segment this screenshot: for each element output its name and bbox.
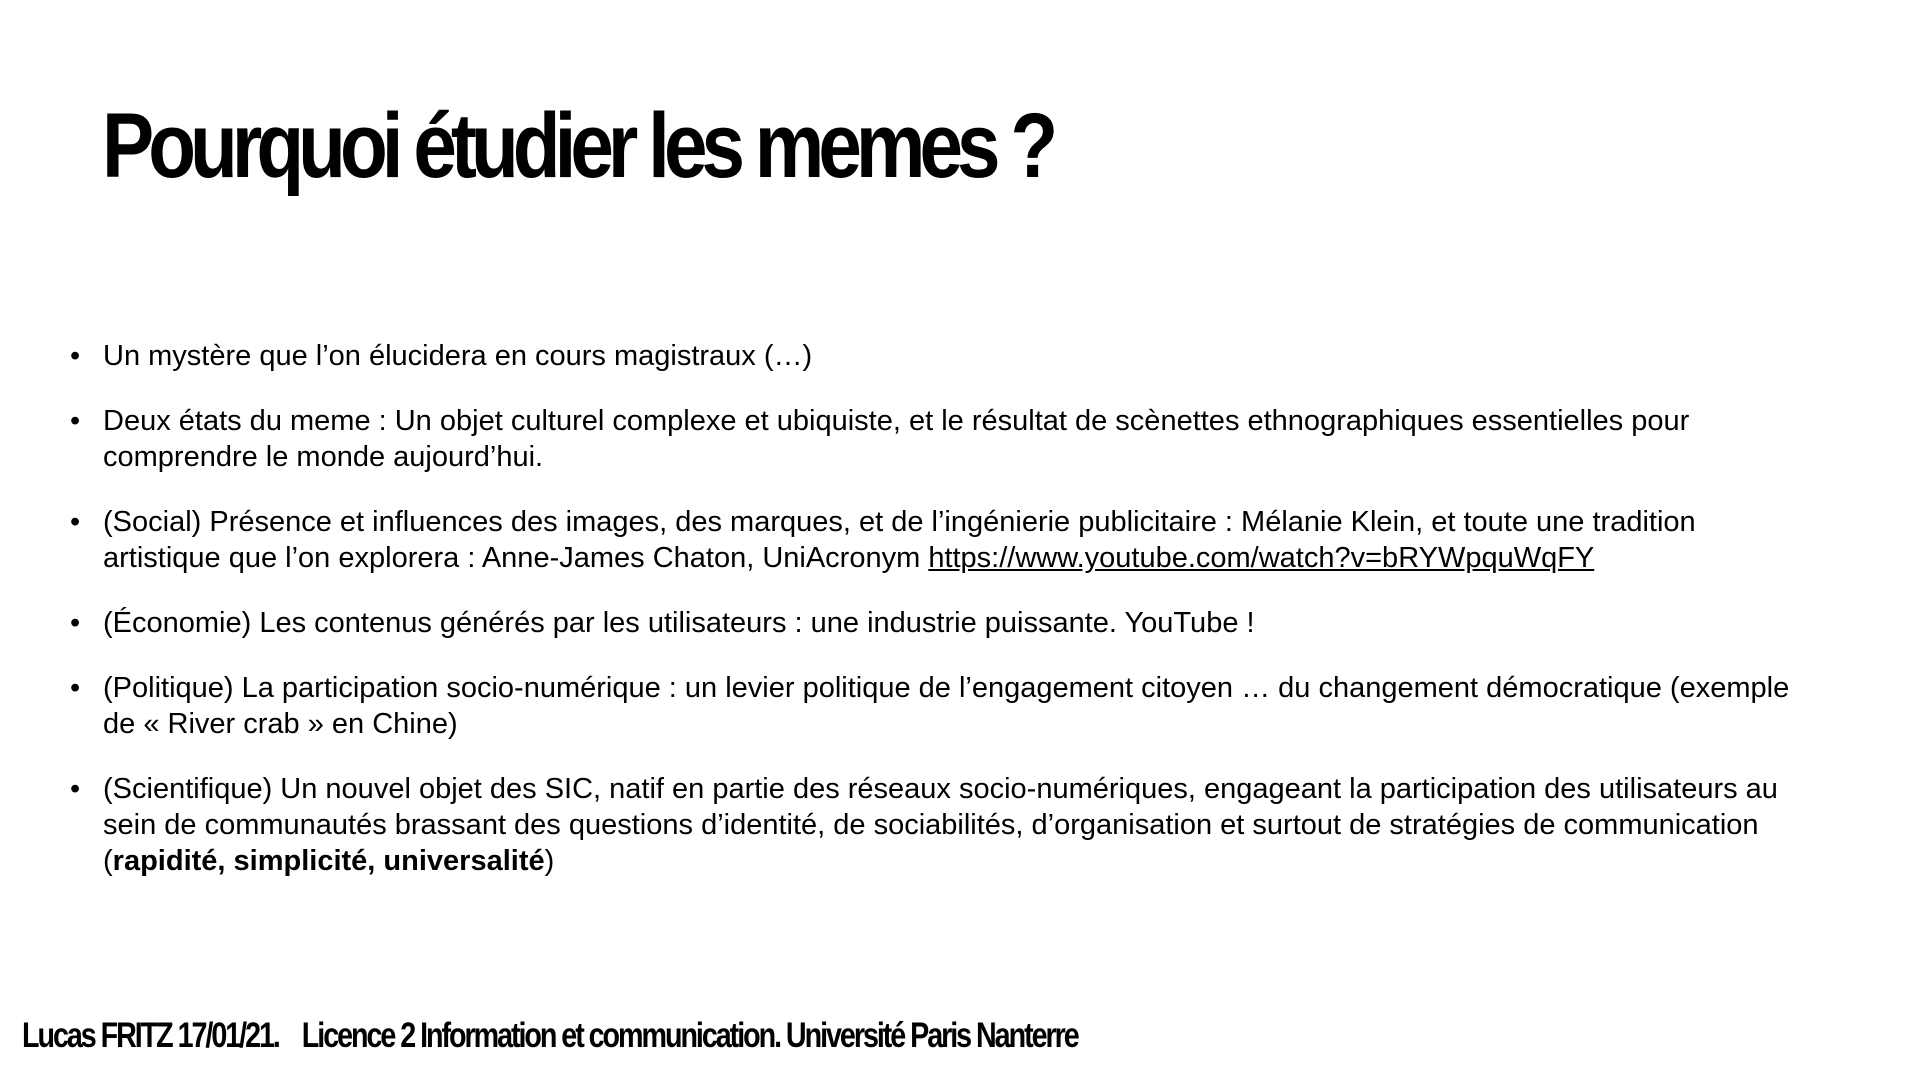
bullet-dot-icon: • xyxy=(70,607,81,639)
bullet-text-end: ) xyxy=(544,845,555,877)
bullet-text: Un mystère que l’on élucidera en cours magistraux (…) xyxy=(103,340,813,372)
youtube-link[interactable]: https://www.youtube.com/watch?v=bRYWpquWqFY xyxy=(928,542,1595,574)
bullet-text: Deux états du meme : Un objet culturel complexe et ubiquiste, et le résultat de scènettes ethnographiques essentielles pour comprendre le monde aujourd’hui. xyxy=(103,405,1690,473)
bullet-item xyxy=(70,670,1790,742)
footer-author-date: Lucas FRITZ 17/01/21. xyxy=(22,1016,279,1055)
bullet-dot-icon: • xyxy=(70,773,81,805)
bullet-bold-text: rapidité, simplicité, universalité xyxy=(112,845,545,877)
bullet-item xyxy=(70,504,1790,576)
footer xyxy=(22,1016,1078,1056)
slide-title: Pourquoi étudier les memes ? xyxy=(102,95,1053,197)
bullet-item xyxy=(70,338,1790,374)
footer-course: Licence 2 Information et communication. Université Paris Nanterre xyxy=(301,1016,1078,1055)
bullet-text: (Politique) La participation socio-numérique : un levier politique de l’engagement citoyen … du changement démocratique (exemple de « River crab » en Chine) xyxy=(103,672,1790,740)
bullet-list xyxy=(70,338,1790,908)
bullet-dot-icon: • xyxy=(70,405,81,437)
bullet-item xyxy=(70,403,1790,475)
bullet-item xyxy=(70,771,1790,879)
bullet-dot-icon: • xyxy=(70,506,81,538)
bullet-dot-icon: • xyxy=(70,672,81,704)
bullet-text: (Scientifique) Un nouvel objet des SIC, natif en partie des réseaux socio-numériques, engageant la participation des utilisateurs au sein de communautés brassant des questions d’identité, de sociabilités, d’organisation et surtout de stratégies de communication ( xyxy=(103,773,1778,877)
bullet-text: (Économie) Les contenus générés par les utilisateurs : une industrie puissante. YouTube ! xyxy=(103,607,1255,639)
bullet-item xyxy=(70,605,1790,641)
bullet-text: (Social) Présence et influences des images, des marques, et de l’ingénierie publicitaire : Mélanie Klein, et toute une tradition artistique que l’on explorera : Anne-James Chaton, UniAcronym xyxy=(103,506,1696,574)
bullet-dot-icon: • xyxy=(70,340,81,372)
